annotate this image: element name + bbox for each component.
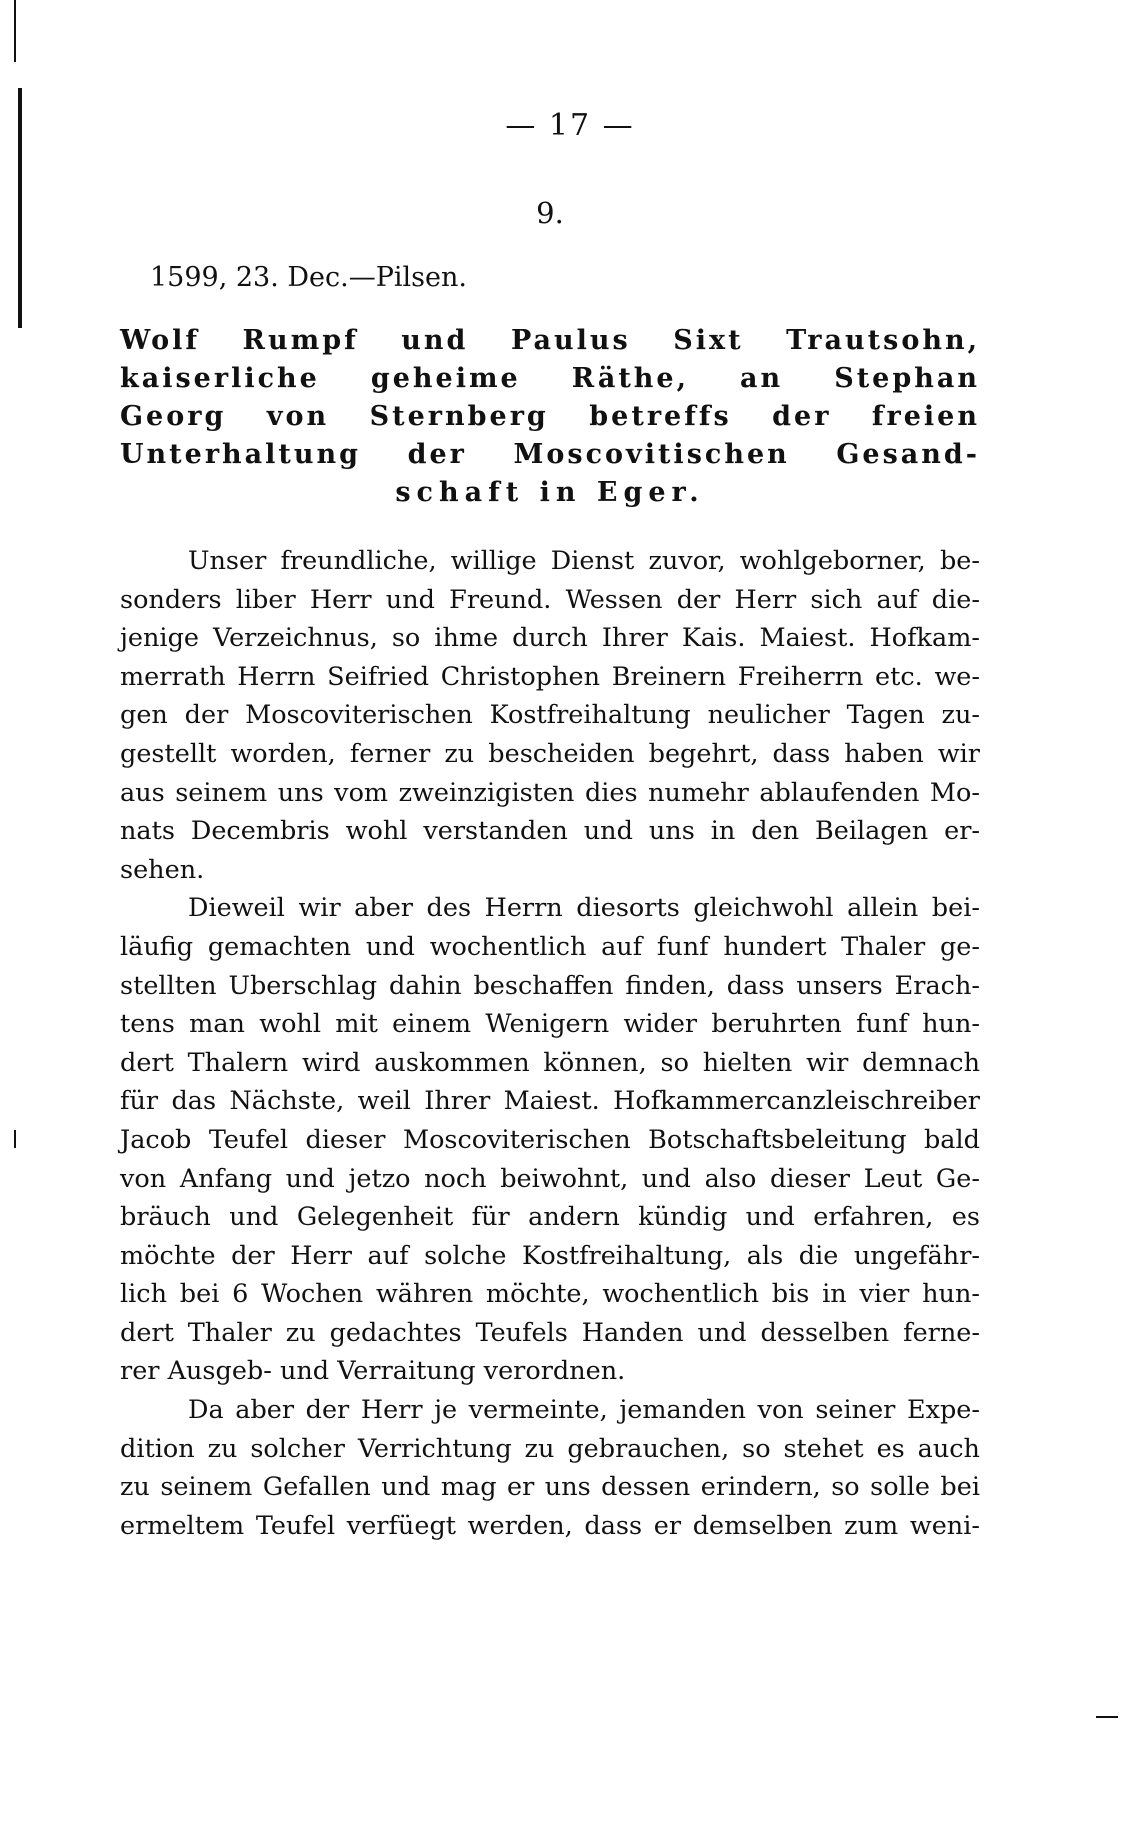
text-line: nats Decembris wohl verstanden und uns in den Beilagen er-: [120, 816, 980, 847]
text-line: sehen.: [120, 854, 205, 885]
text-line: jenige Verzeichnus, so ihme durch Ihrer Kais. Maiest. Hofkam-: [120, 623, 980, 654]
text-line: dert Thaler zu gedachtes Teufels Handen und desselben ferne-: [120, 1317, 980, 1348]
scan-edge-mark-right: [1096, 1716, 1118, 1718]
text-line: sonders liber Herr und Freund. Wessen der Herr sich auf die-: [120, 584, 980, 615]
heading-line: Georg von Sternberg betreffs der freien: [120, 401, 980, 432]
text-line: von Anfang und jetzo noch beiwohnt, und also dieser Leut Ge-: [120, 1163, 980, 1194]
scan-edge-mark-small: [14, 1130, 16, 1148]
heading-line: Unterhaltung der Moscovitischen Gesand-: [120, 439, 980, 470]
text-line: Da aber der Herr je vermeinte, jemanden von seiner Expe-: [188, 1395, 980, 1426]
heading-line: kaiserliche geheime Räthe, an Stephan: [120, 363, 980, 394]
text-line: Jacob Teufel dieser Moscoviterischen Botschaftsbeleitung bald: [120, 1124, 980, 1155]
document-number: 9.: [536, 196, 564, 230]
text-line: Unser freundliche, willige Dienst zuvor, wohlgeborner, be-: [188, 546, 980, 576]
paragraph-3: [120, 1391, 980, 1545]
text-line: gen der Moscoviterischen Kostfreihaltung neulicher Tagen zu-: [120, 700, 980, 731]
text-line: merrath Herrn Seifried Christophen Breinern Freiherrn etc. we-: [120, 661, 980, 692]
paragraph-1: [120, 542, 980, 889]
text-line: gestellt worden, ferner zu bescheiden begehrt, dass haben wir: [120, 738, 980, 769]
text-line: läufig gemachten und wochentlich auf funf hundert Thaler ge-: [120, 931, 980, 962]
text-line: aus seinem uns vom zweinzigisten dies numehr ablaufenden Mo-: [120, 777, 980, 808]
document-heading: [120, 322, 980, 512]
text-line: lich bei 6 Wochen währen möchte, wochentlich bis in vier hun-: [120, 1279, 980, 1310]
scan-edge-mark-top: [14, 0, 16, 62]
text-line: ermeltem Teufel verfüegt werden, dass er demselben zum weni-: [120, 1510, 980, 1541]
paragraph-2: [120, 889, 980, 1391]
date-place-line: 1599, 23. Dec.—Pilsen.: [150, 262, 467, 293]
page-number: — 17 —: [505, 108, 635, 143]
letter-body: [120, 542, 980, 1545]
text-line: möchte der Herr auf solche Kostfreihaltung, als die ungefähr-: [120, 1240, 980, 1271]
text-line: stellten Uberschlag dahin beschaffen finden, dass unsers Erach-: [120, 970, 980, 1001]
text-line: dition zu solcher Verrichtung zu gebrauchen, so stehet es auch: [120, 1433, 980, 1464]
text-line: rer Ausgeb- und Verraitung verordnen.: [120, 1356, 626, 1387]
heading-line: schaft in Eger.: [395, 477, 705, 508]
text-line: zu seinem Gefallen und mag er uns dessen erindern, so solle bei: [120, 1472, 980, 1503]
text-line: dert Thalern wird auskommen können, so hielten wir demnach: [120, 1047, 980, 1078]
text-line: für das Nächste, weil Ihrer Maiest. Hofkammercanzleischreiber: [120, 1086, 980, 1117]
text-line: tens man wohl mit einem Wenigern wider beruhrten funf hun-: [120, 1009, 980, 1040]
heading-line: Wolf Rumpf und Paulus Sixt Trautsohn,: [120, 325, 980, 356]
text-line: Dieweil wir aber des Herrn diesorts gleichwohl allein bei-: [188, 893, 980, 924]
text-line: bräuch und Gelegenheit für andern kündig und erfahren, es: [120, 1202, 980, 1233]
